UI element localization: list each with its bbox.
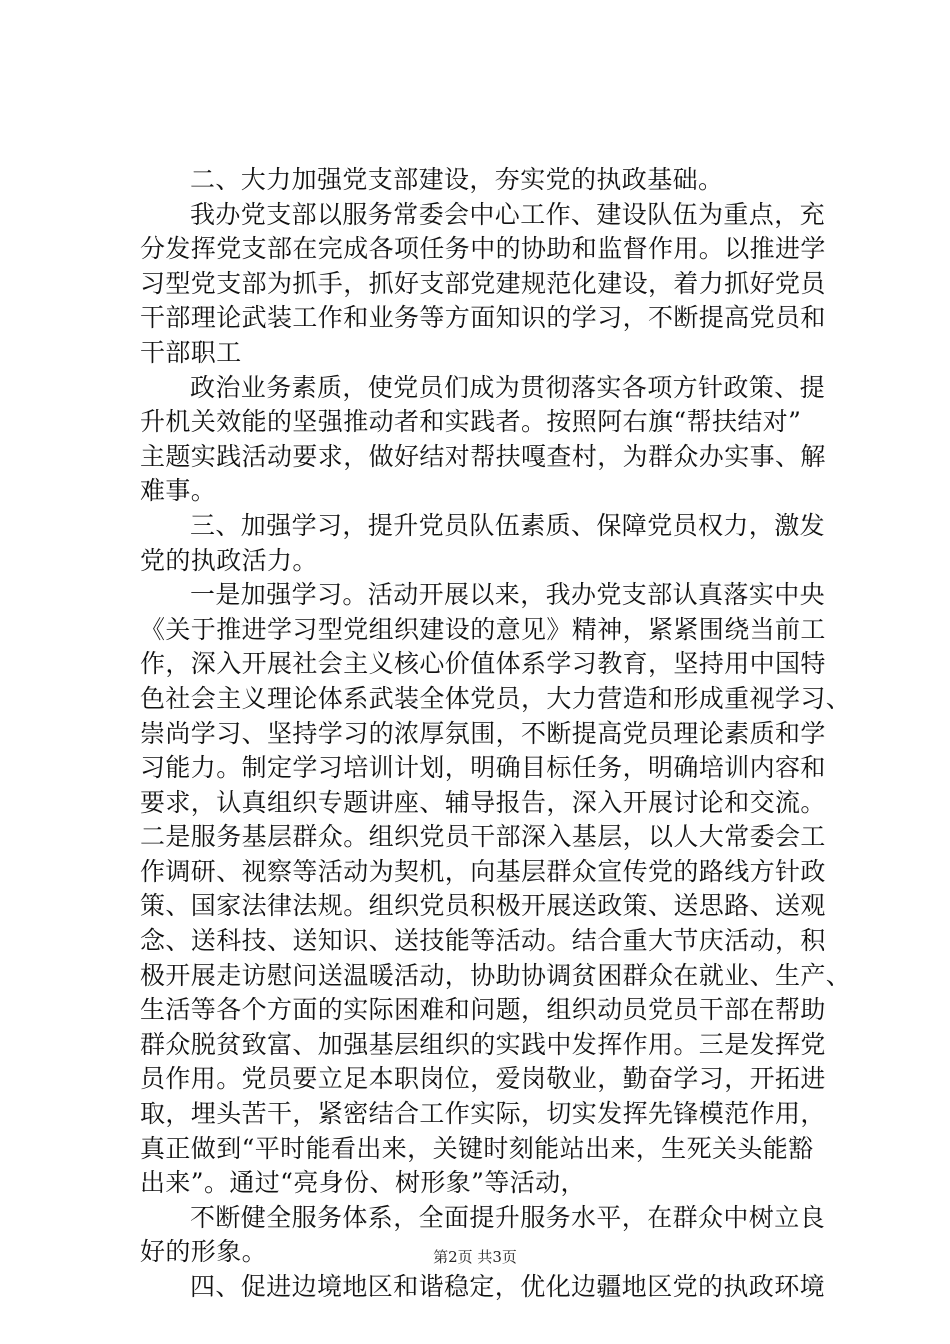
text-line: 好的形象。 bbox=[140, 1237, 268, 1267]
text-line: 员作用。党员要立足本职岗位，爱岗敬业，勤奋学习，开拓进 bbox=[140, 1064, 826, 1094]
text-line: 难事。 bbox=[140, 476, 217, 506]
text-line: 习能力。制定学习培训计划，明确目标任务，明确培训内容和 bbox=[140, 753, 826, 783]
text-line: 二是服务基层群众。组织党员干部深入基层，以人大常委会工 bbox=[140, 822, 826, 852]
text-line: 真正做到“平时能看出来，关键时刻能站出来，生死关头能豁 bbox=[140, 1133, 814, 1163]
text-line: 极开展走访慰问送温暖活动，协助协调贫困群众在就业、生产、 bbox=[140, 960, 852, 990]
text-line: 政治业务素质，使党员们成为贯彻落实各项方针政策、提 bbox=[190, 372, 826, 402]
document-body bbox=[140, 163, 852, 1305]
text-line: 四、促进边境地区和谐稳定，优化边疆地区党的执政环境 bbox=[190, 1272, 826, 1301]
text-line: 不断健全服务体系，全面提升服务水平，在群众中树立良 bbox=[190, 1202, 826, 1232]
text-line: 作，深入开展社会主义核心价值体系学习教育，坚持用中国特 bbox=[140, 649, 826, 679]
text-line: 三、加强学习，提升党员队伍素质、保障党员权力，激发 bbox=[190, 510, 826, 540]
page-footer: 第2页 共3页 bbox=[433, 1248, 517, 1266]
text-line: 要求，认真组织专题讲座、辅导报告，深入开展讨论和交流。 bbox=[140, 787, 826, 817]
text-line: 《关于推进学习型党组织建设的意见》精神，紧紧围绕当前工 bbox=[140, 614, 826, 644]
text-line: 干部理论武装工作和业务等方面知识的学习，不断提高党员和 bbox=[140, 303, 826, 333]
text-line: 崇尚学习、坚持学习的浓厚氛围，不断提高党员理论素质和学 bbox=[140, 718, 826, 748]
text-line: 群众脱贫致富、加强基层组织的实践中发挥作用。三是发挥党 bbox=[140, 1029, 826, 1059]
text-line: 出来”。通过“亮身份、树形象”等活动， bbox=[140, 1168, 586, 1198]
text-line: 策、国家法律法规。组织党员积极开展送政策、送思路、送观 bbox=[140, 891, 826, 921]
text-line: 取，埋头苦干，紧密结合工作实际，切实发挥先锋模范作用， bbox=[140, 1099, 826, 1129]
text-line: 作调研、视察等活动为契机，向基层群众宣传党的路线方针政 bbox=[140, 856, 826, 886]
text-line: 升机关效能的坚强推动者和实践者。按照阿右旗“帮扶结对” bbox=[140, 407, 802, 437]
text-line: 我办党支部以服务常委会中心工作、建设队伍为重点，充 bbox=[190, 199, 826, 229]
text-line: 念、送科技、送知识、送技能等活动。结合重大节庆活动，积 bbox=[140, 926, 826, 956]
text-line: 一是加强学习。活动开展以来，我办党支部认真落实中央 bbox=[190, 580, 826, 610]
text-line: 二、大力加强党支部建设，夯实党的执政基础。 bbox=[190, 165, 724, 194]
text-line: 党的执政活力。 bbox=[140, 545, 318, 575]
text-line: 分发挥党支部在完成各项任务中的协助和监督作用。以推进学 bbox=[140, 234, 826, 264]
text-line: 习型党支部为抓手，抓好支部党建规范化建设，着力抓好党员 bbox=[140, 268, 826, 298]
text-line: 主题实践活动要求，做好结对帮扶嘎查村，为群众办实事、解 bbox=[140, 441, 826, 471]
text-line: 干部职工 bbox=[140, 337, 242, 367]
text-line: 色社会主义理论体系武装全体党员，大力营造和形成重视学习、 bbox=[140, 683, 852, 713]
text-line: 生活等各个方面的实际困难和问题，组织动员党员干部在帮助 bbox=[140, 995, 826, 1025]
